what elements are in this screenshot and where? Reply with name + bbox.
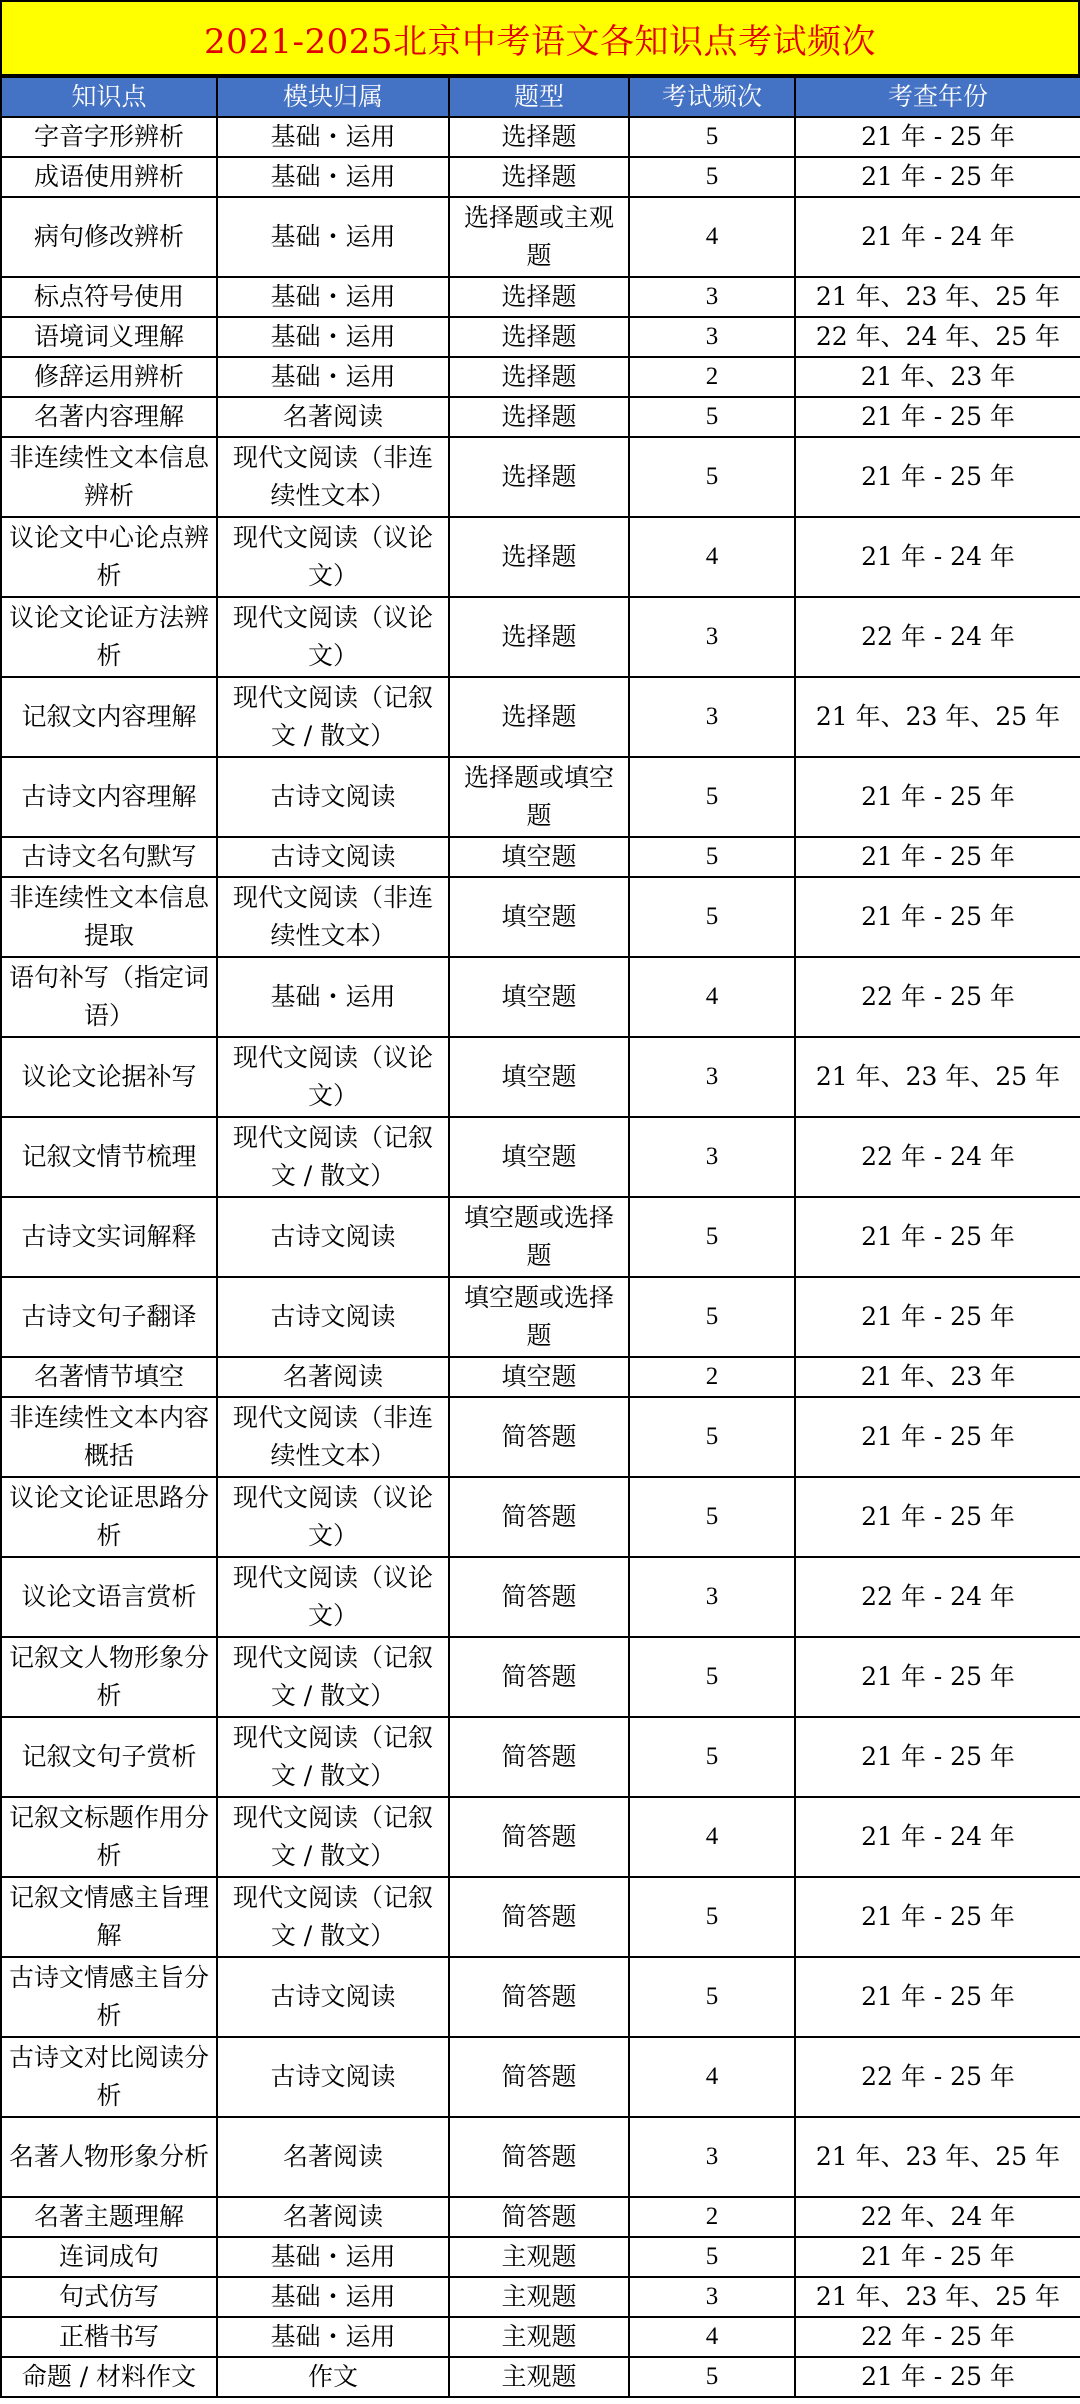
cell-point: 古诗文情感主旨分析 — [1, 1957, 217, 2037]
cell-type: 选择题 — [449, 277, 629, 317]
cell-type: 简答题 — [449, 1717, 629, 1797]
cell-frequency: 4 — [629, 957, 795, 1037]
cell-type: 简答题 — [449, 2037, 629, 2117]
page-title: 2021-2025北京中考语文各知识点考试频次 — [203, 21, 877, 62]
cell-type: 简答题 — [449, 1557, 629, 1637]
cell-point: 古诗文内容理解 — [1, 757, 217, 837]
cell-type: 主观题 — [449, 2277, 629, 2317]
cell-type: 选择题或主观题 — [449, 197, 629, 277]
cell-point: 名著人物形象分析 — [1, 2117, 217, 2197]
cell-years: 21 年 - 25 年 — [795, 837, 1080, 877]
table-row — [1, 2317, 1080, 2357]
cell-frequency: 5 — [629, 1197, 795, 1277]
cell-frequency: 5 — [629, 837, 795, 877]
table-row — [1, 1117, 1080, 1197]
frequency-table — [0, 76, 1080, 2398]
cell-module: 现代文阅读（议论文） — [217, 1037, 449, 1117]
cell-type: 填空题 — [449, 877, 629, 957]
cell-frequency: 3 — [629, 2117, 795, 2197]
table-row — [1, 1357, 1080, 1397]
cell-module: 基础・运用 — [217, 277, 449, 317]
cell-module: 现代文阅读（议论文） — [217, 517, 449, 597]
table-row — [1, 1477, 1080, 1557]
cell-module: 名著阅读 — [217, 397, 449, 437]
cell-point: 记叙文标题作用分析 — [1, 1797, 217, 1877]
cell-module: 基础・运用 — [217, 317, 449, 357]
cell-type: 简答题 — [449, 2117, 629, 2197]
cell-module: 现代文阅读（记叙文 / 散文） — [217, 1877, 449, 1957]
cell-frequency: 5 — [629, 2357, 795, 2397]
cell-point: 名著情节填空 — [1, 1357, 217, 1397]
cell-module: 古诗文阅读 — [217, 837, 449, 877]
cell-years: 21 年、23 年、25 年 — [795, 2277, 1080, 2317]
cell-years: 21 年 - 24 年 — [795, 1797, 1080, 1877]
cell-module: 现代文阅读（记叙文 / 散文） — [217, 677, 449, 757]
cell-frequency: 5 — [629, 1957, 795, 2037]
cell-years: 22 年 - 24 年 — [795, 1117, 1080, 1197]
cell-years: 21 年、23 年、25 年 — [795, 277, 1080, 317]
table-row — [1, 317, 1080, 357]
cell-frequency: 5 — [629, 157, 795, 197]
table-row — [1, 2277, 1080, 2317]
cell-module: 现代文阅读（非连续性文本） — [217, 437, 449, 517]
cell-module: 基础・运用 — [217, 157, 449, 197]
cell-frequency: 2 — [629, 2197, 795, 2237]
table-row — [1, 597, 1080, 677]
cell-module: 现代文阅读（记叙文 / 散文） — [217, 1117, 449, 1197]
cell-point: 名著内容理解 — [1, 397, 217, 437]
cell-module: 作文 — [217, 2357, 449, 2397]
cell-years: 21 年 - 25 年 — [795, 1397, 1080, 1477]
cell-module: 古诗文阅读 — [217, 1197, 449, 1277]
table-row — [1, 677, 1080, 757]
cell-frequency: 5 — [629, 117, 795, 157]
cell-point: 记叙文内容理解 — [1, 677, 217, 757]
cell-point: 记叙文人物形象分析 — [1, 1637, 217, 1717]
cell-years: 21 年 - 25 年 — [795, 437, 1080, 517]
cell-module: 基础・运用 — [217, 357, 449, 397]
cell-module: 古诗文阅读 — [217, 1957, 449, 2037]
cell-module: 现代文阅读（议论文） — [217, 1477, 449, 1557]
cell-frequency: 3 — [629, 597, 795, 677]
cell-type: 简答题 — [449, 1477, 629, 1557]
cell-type: 选择题 — [449, 677, 629, 757]
cell-frequency: 4 — [629, 1797, 795, 1877]
cell-module: 古诗文阅读 — [217, 757, 449, 837]
column-header-frequency: 考试频次 — [629, 77, 795, 117]
cell-frequency: 2 — [629, 357, 795, 397]
column-header-point: 知识点 — [1, 77, 217, 117]
table-row — [1, 397, 1080, 437]
cell-years: 21 年 - 25 年 — [795, 1477, 1080, 1557]
cell-module: 现代文阅读（议论文） — [217, 1557, 449, 1637]
cell-point: 修辞运用辨析 — [1, 357, 217, 397]
table-row — [1, 117, 1080, 157]
cell-point: 议论文中心论点辨析 — [1, 517, 217, 597]
cell-point: 记叙文情节梳理 — [1, 1117, 217, 1197]
cell-frequency: 5 — [629, 1277, 795, 1357]
cell-point: 古诗文实词解释 — [1, 1197, 217, 1277]
cell-years: 21 年 - 25 年 — [795, 1717, 1080, 1797]
cell-years: 21 年、23 年 — [795, 1357, 1080, 1397]
cell-point: 议论文论证方法辨析 — [1, 597, 217, 677]
cell-type: 简答题 — [449, 1877, 629, 1957]
cell-years: 21 年 - 25 年 — [795, 757, 1080, 837]
cell-type: 选择题 — [449, 357, 629, 397]
cell-frequency: 5 — [629, 2237, 795, 2277]
cell-frequency: 4 — [629, 197, 795, 277]
table-row — [1, 2117, 1080, 2197]
table-row — [1, 1877, 1080, 1957]
cell-years: 21 年、23 年 — [795, 357, 1080, 397]
cell-type: 填空题 — [449, 957, 629, 1037]
cell-point: 成语使用辨析 — [1, 157, 217, 197]
cell-point: 语句补写（指定词语） — [1, 957, 217, 1037]
cell-type: 选择题或填空题 — [449, 757, 629, 837]
cell-frequency: 3 — [629, 1117, 795, 1197]
cell-frequency: 5 — [629, 1477, 795, 1557]
cell-module: 名著阅读 — [217, 2117, 449, 2197]
cell-frequency: 4 — [629, 2317, 795, 2357]
table-row — [1, 1197, 1080, 1277]
cell-years: 21 年 - 25 年 — [795, 397, 1080, 437]
cell-type: 填空题或选择题 — [449, 1197, 629, 1277]
cell-type: 填空题或选择题 — [449, 1277, 629, 1357]
cell-frequency: 5 — [629, 1397, 795, 1477]
cell-years: 22 年 - 24 年 — [795, 597, 1080, 677]
cell-point: 连词成句 — [1, 2237, 217, 2277]
table-row — [1, 1037, 1080, 1117]
cell-years: 21 年 - 25 年 — [795, 1277, 1080, 1357]
table-header-row — [1, 77, 1080, 117]
cell-years: 21 年 - 24 年 — [795, 197, 1080, 277]
cell-point: 议论文论据补写 — [1, 1037, 217, 1117]
table-row — [1, 437, 1080, 517]
cell-point: 句式仿写 — [1, 2277, 217, 2317]
cell-point: 病句修改辨析 — [1, 197, 217, 277]
cell-frequency: 3 — [629, 677, 795, 757]
table-row — [1, 1557, 1080, 1637]
cell-frequency: 5 — [629, 1877, 795, 1957]
cell-module: 名著阅读 — [217, 2197, 449, 2237]
cell-years: 22 年 - 24 年 — [795, 1557, 1080, 1637]
cell-years: 21 年 - 25 年 — [795, 2357, 1080, 2397]
cell-years: 21 年、23 年、25 年 — [795, 2117, 1080, 2197]
table-row — [1, 1797, 1080, 1877]
cell-type: 主观题 — [449, 2357, 629, 2397]
table-row — [1, 837, 1080, 877]
cell-frequency: 4 — [629, 517, 795, 597]
cell-type: 主观题 — [449, 2317, 629, 2357]
cell-type: 简答题 — [449, 1637, 629, 1717]
cell-module: 名著阅读 — [217, 1357, 449, 1397]
cell-frequency: 5 — [629, 437, 795, 517]
cell-point: 古诗文对比阅读分析 — [1, 2037, 217, 2117]
column-header-type: 题型 — [449, 77, 629, 117]
table-row — [1, 197, 1080, 277]
cell-frequency: 4 — [629, 2037, 795, 2117]
cell-module: 现代文阅读（议论文） — [217, 597, 449, 677]
table-row — [1, 1717, 1080, 1797]
table-row — [1, 1397, 1080, 1477]
cell-module: 古诗文阅读 — [217, 1277, 449, 1357]
cell-frequency: 5 — [629, 397, 795, 437]
cell-years: 21 年 - 25 年 — [795, 877, 1080, 957]
cell-years: 22 年、24 年、25 年 — [795, 317, 1080, 357]
cell-type: 选择题 — [449, 517, 629, 597]
cell-frequency: 5 — [629, 1717, 795, 1797]
cell-type: 选择题 — [449, 397, 629, 437]
cell-years: 21 年 - 25 年 — [795, 1957, 1080, 2037]
cell-point: 非连续性文本内容概括 — [1, 1397, 217, 1477]
cell-point: 正楷书写 — [1, 2317, 217, 2357]
cell-years: 22 年 - 25 年 — [795, 957, 1080, 1037]
cell-point: 记叙文句子赏析 — [1, 1717, 217, 1797]
cell-frequency: 5 — [629, 757, 795, 837]
cell-years: 21 年 - 25 年 — [795, 1197, 1080, 1277]
cell-point: 记叙文情感主旨理解 — [1, 1877, 217, 1957]
cell-module: 现代文阅读（记叙文 / 散文） — [217, 1797, 449, 1877]
table-body — [1, 117, 1080, 2397]
cell-years: 22 年 - 25 年 — [795, 2037, 1080, 2117]
cell-module: 基础・运用 — [217, 197, 449, 277]
column-header-years: 考查年份 — [795, 77, 1080, 117]
cell-module: 基础・运用 — [217, 2317, 449, 2357]
cell-years: 21 年 - 25 年 — [795, 1877, 1080, 1957]
table-row — [1, 517, 1080, 597]
cell-type: 选择题 — [449, 117, 629, 157]
cell-frequency: 3 — [629, 2277, 795, 2317]
cell-point: 非连续性文本信息提取 — [1, 877, 217, 957]
cell-point: 议论文论证思路分析 — [1, 1477, 217, 1557]
cell-type: 选择题 — [449, 597, 629, 677]
cell-type: 填空题 — [449, 1037, 629, 1117]
cell-module: 现代文阅读（记叙文 / 散文） — [217, 1637, 449, 1717]
cell-years: 21 年 - 25 年 — [795, 2237, 1080, 2277]
cell-module: 基础・运用 — [217, 2237, 449, 2277]
table-row — [1, 1277, 1080, 1357]
cell-type: 填空题 — [449, 837, 629, 877]
table-row — [1, 2037, 1080, 2117]
cell-type: 简答题 — [449, 1797, 629, 1877]
cell-type: 填空题 — [449, 1357, 629, 1397]
cell-point: 语境词义理解 — [1, 317, 217, 357]
table-row — [1, 1957, 1080, 2037]
cell-module: 基础・运用 — [217, 957, 449, 1037]
table-row — [1, 157, 1080, 197]
cell-point: 古诗文名句默写 — [1, 837, 217, 877]
cell-type: 主观题 — [449, 2237, 629, 2277]
cell-type: 选择题 — [449, 157, 629, 197]
table-row — [1, 277, 1080, 317]
cell-type: 简答题 — [449, 2197, 629, 2237]
cell-years: 21 年 - 25 年 — [795, 157, 1080, 197]
title-bar — [0, 0, 1080, 76]
table-row — [1, 2197, 1080, 2237]
cell-module: 现代文阅读（非连续性文本） — [217, 1397, 449, 1477]
cell-type: 简答题 — [449, 1957, 629, 2037]
cell-frequency: 5 — [629, 1637, 795, 1717]
cell-frequency: 3 — [629, 1557, 795, 1637]
cell-frequency: 3 — [629, 277, 795, 317]
cell-point: 非连续性文本信息辨析 — [1, 437, 217, 517]
cell-point: 议论文语言赏析 — [1, 1557, 217, 1637]
cell-point: 命题 / 材料作文 — [1, 2357, 217, 2397]
cell-module: 基础・运用 — [217, 117, 449, 157]
table-row — [1, 2357, 1080, 2397]
table-row — [1, 2237, 1080, 2277]
cell-years: 21 年、23 年、25 年 — [795, 1037, 1080, 1117]
cell-module: 古诗文阅读 — [217, 2037, 449, 2117]
cell-module: 现代文阅读（非连续性文本） — [217, 877, 449, 957]
cell-point: 字音字形辨析 — [1, 117, 217, 157]
column-header-module: 模块归属 — [217, 77, 449, 117]
cell-type: 选择题 — [449, 317, 629, 357]
cell-frequency: 5 — [629, 877, 795, 957]
cell-years: 21 年 - 25 年 — [795, 117, 1080, 157]
cell-frequency: 2 — [629, 1357, 795, 1397]
cell-type: 简答题 — [449, 1397, 629, 1477]
cell-module: 基础・运用 — [217, 2277, 449, 2317]
cell-frequency: 3 — [629, 1037, 795, 1117]
cell-years: 21 年 - 24 年 — [795, 517, 1080, 597]
cell-point: 古诗文句子翻译 — [1, 1277, 217, 1357]
cell-years: 22 年 - 25 年 — [795, 2317, 1080, 2357]
cell-years: 22 年、24 年 — [795, 2197, 1080, 2237]
cell-type: 填空题 — [449, 1117, 629, 1197]
cell-point: 标点符号使用 — [1, 277, 217, 317]
table-row — [1, 957, 1080, 1037]
cell-years: 21 年、23 年、25 年 — [795, 677, 1080, 757]
cell-frequency: 3 — [629, 317, 795, 357]
table-row — [1, 757, 1080, 837]
table-row — [1, 877, 1080, 957]
cell-years: 21 年 - 25 年 — [795, 1637, 1080, 1717]
table-row — [1, 1637, 1080, 1717]
cell-module: 现代文阅读（记叙文 / 散文） — [217, 1717, 449, 1797]
table-row — [1, 357, 1080, 397]
cell-type: 选择题 — [449, 437, 629, 517]
cell-point: 名著主题理解 — [1, 2197, 217, 2237]
